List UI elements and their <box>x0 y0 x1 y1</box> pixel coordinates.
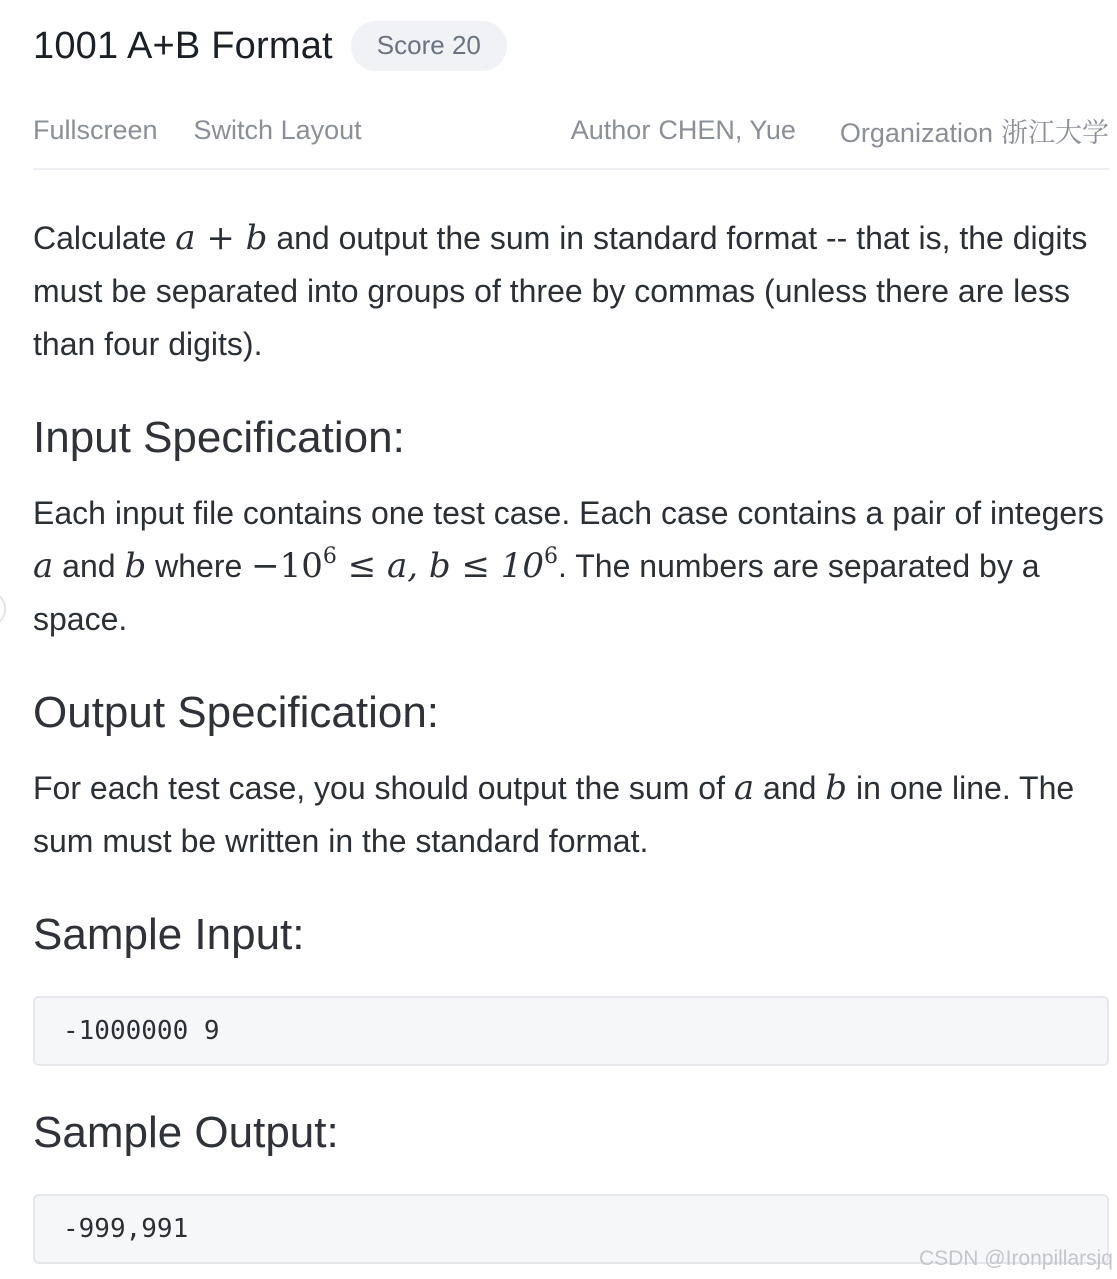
math-var-b: b <box>124 546 147 586</box>
author-label: Author <box>570 114 651 145</box>
output-spec-text: For each test case, you should output the sum of a and b in one line. The sum must be written in the standard format. <box>33 768 1075 859</box>
sample-input-heading: Sample Input: <box>33 910 305 959</box>
organization-info <box>840 111 1109 150</box>
author-value: CHEN, Yue <box>658 114 796 145</box>
problem-title: 1001 A+B Format <box>33 24 333 67</box>
sample-input-code[interactable]: -1000000 9 <box>33 996 1109 1066</box>
input-spec-text: Each input file contains one test case. Each case contains a pair of integers a and b where $-10^6 \le a$, $b \le 10^6$. The numbers are separated by a space. <box>33 495 1104 637</box>
score-badge: Score 20 <box>351 21 507 71</box>
sidebar-toggle-handle[interactable] <box>0 592 6 626</box>
input-spec-heading: Input Specification: <box>33 413 405 462</box>
sample-output-heading: Sample Output: <box>33 1108 339 1157</box>
output-spec-heading: Output Specification: <box>33 688 440 737</box>
math-var-b: b <box>825 768 848 808</box>
organization-label: Organization <box>839 117 993 148</box>
title-row <box>33 0 1109 92</box>
math-expression: a + b <box>175 218 268 258</box>
switch-layout-button[interactable]: Switch Layout <box>193 114 362 145</box>
math-var-a: a <box>733 768 755 808</box>
problem-toolbar <box>33 92 1109 170</box>
sample-output-code[interactable]: -999,991 <box>33 1194 1109 1264</box>
problem-page <box>33 0 1109 1264</box>
problem-description: Calculate a + b and output the sum in standard format -- that is, the digits must be separated into groups of three by commas (unless there are less than four digits). <box>33 218 1088 362</box>
watermark: CSDN @Ironpillarsjq <box>918 1247 1113 1270</box>
problem-content <box>33 170 1109 1264</box>
organization-value: 浙江大学 <box>1001 117 1109 148</box>
math-var-a: a <box>33 546 54 586</box>
math-range: $-10^6 \le a$, $b \le 10^6$ <box>251 544 559 586</box>
fullscreen-button[interactable]: Fullscreen <box>33 114 158 145</box>
author-info <box>571 115 796 146</box>
